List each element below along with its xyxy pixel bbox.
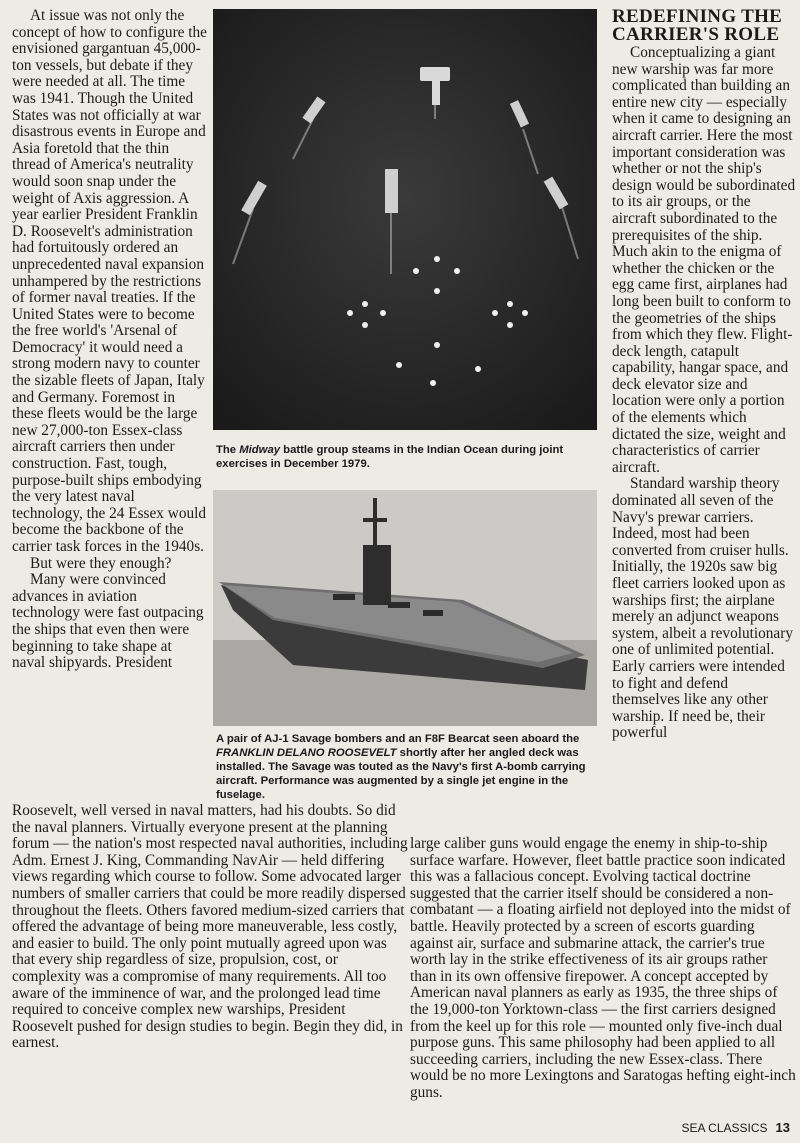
battle-group-image bbox=[213, 9, 597, 430]
carrier-image bbox=[213, 490, 597, 726]
franklin-delano-roosevelt-photo bbox=[213, 490, 597, 726]
page-number: 13 bbox=[775, 1120, 790, 1135]
right-column bbox=[612, 8, 796, 742]
body-paragraph: But were they enough? bbox=[30, 554, 172, 572]
photo1-caption: The Midway battle group steams in the Indian Ocean during joint exercises in December 1979. bbox=[216, 444, 564, 470]
bottom-left-text: Roosevelt, well versed in naval matters, had his doubts. So did the naval planners. Virtually everyone present at the planning forum — the nation's most respected naval authorities, including Adm. Ernest J. King, Commanding NavAir — held differing views regarding which course to follow. Some advocated larger numbers of smaller carriers that could be more readily dispersed throughout the fleets. Others favored medium-sized carriers that offered the advantage of being more maneuverable, less costly, and easier to build. The only point mutually agreed upon was that every ship regardless of size, propulsion, cost, or complexity was a compromise of many requirements. All too aware of the imminence of war, and the prolonged lead time required to conceive complex new warships, President Roosevelt pushed for design studies to begin. Begin they did, in earnest. bbox=[12, 803, 408, 1052]
body-paragraph: Many were convinced advances in aviation technology were fast outpacing the ships that even then were beginning to take shape at naval shipyards. President bbox=[12, 571, 204, 672]
left-column bbox=[12, 8, 208, 672]
page-footer bbox=[681, 1120, 790, 1135]
photo2-caption: A pair of AJ-1 Savage bombers and an F8F Bearcat seen aboard the FRANKLIN DELANO ROOSEVELT shortly after her angled deck was installed. The Savage was touted as the Navy's first A-bomb carrying aircraft. Performance was augmented by a single jet engine in the fuselage. bbox=[216, 733, 586, 801]
section-heading: REDEFINING THE CARRIER'S ROLE bbox=[612, 6, 783, 45]
midway-battle-group-photo bbox=[213, 9, 597, 430]
body-paragraph: At issue was not only the concept of how to configure the envisioned gargantuan 45,000-ton vessels, but debate if they were needed at all. The time was 1941. Though the United States was not officially at war disastrous events in Europe and Asia foretold that the thin thread of America's neutrality would soon snap under the weight of Axis aggression. A year earlier President Franklin D. Roosevelt's administration had fortuitously ordered an unprecedented naval expansion unhampered by the restrictions of former naval treaties. If the United States were to become the free world's 'Arsenal of Democracy' it would need a strong modern navy to counter the sizable fleets of Japan, Italy and Germany. Foremost in these fleets would be the large new 27,000-ton Essex-class aircraft carriers then under construction. Fast, tough, purpose-built ships embodying the very latest naval technology, the 24 Essex would become the backbone of the carrier task forces in the 1940s. bbox=[12, 7, 207, 555]
publication-name: SEA CLASSICS bbox=[681, 1121, 768, 1135]
body-paragraph: Conceptualizing a giant new warship was far more complicated than building an entire new city — especially when it came to designing an aircraft carrier. Here the most important consideration was whether or not the ship's design would be subordinated to its air groups, or the aircraft subordinated to the prerequisites of the ship. Much akin to the enigma of whether the chicken or the egg came first, airplanes had long been built to conform to the geometries of the ships from which they flew. Flight-deck length, catapult capability, hangar space, and deck elevator size and location were only a portion of the elements which dictated the size, weight and characteristics of carrier aircraft. bbox=[612, 44, 796, 476]
body-paragraph: Standard warship theory dominated all seven of the Navy's prewar carriers. Indeed, most had been converted from cruiser hulls. Initially, the 1920s saw big fleet carriers looked upon as warships first; the airplane merely an adjunct weapons system, albeit a revolutionary one of unlimited potential. Early carriers were intended to fight and defend themselves like any other warship. If need be, their powerful bbox=[612, 475, 793, 742]
bottom-right-text: large caliber guns would engage the enemy in ship-to-ship surface warfare. However, fleet battle practice soon indicated this was a fallacious concept. Evolving tactical doctrine suggested that the carrier itself should be considered a non- combatant — a floating airfield not deployed into the midst of battle. Heavily protected by a screen of escorts guarding against air, surface and submarine attack, the carrier's true worth lay in the strike effectiveness of its air groups rather than in its own offensive firepower. A concept accepted by American naval planners as early as 1935, the three ships of the 19,000-ton Yorktown-class — the first carriers designed from the keel up for this role — mounted only five-inch dual purpose guns. This same philosophy had been applied to all succeeding carriers, including the new Essex-class. There would be no more Lexingtons and Saratogas hefting eight-inch guns. bbox=[410, 836, 796, 1101]
